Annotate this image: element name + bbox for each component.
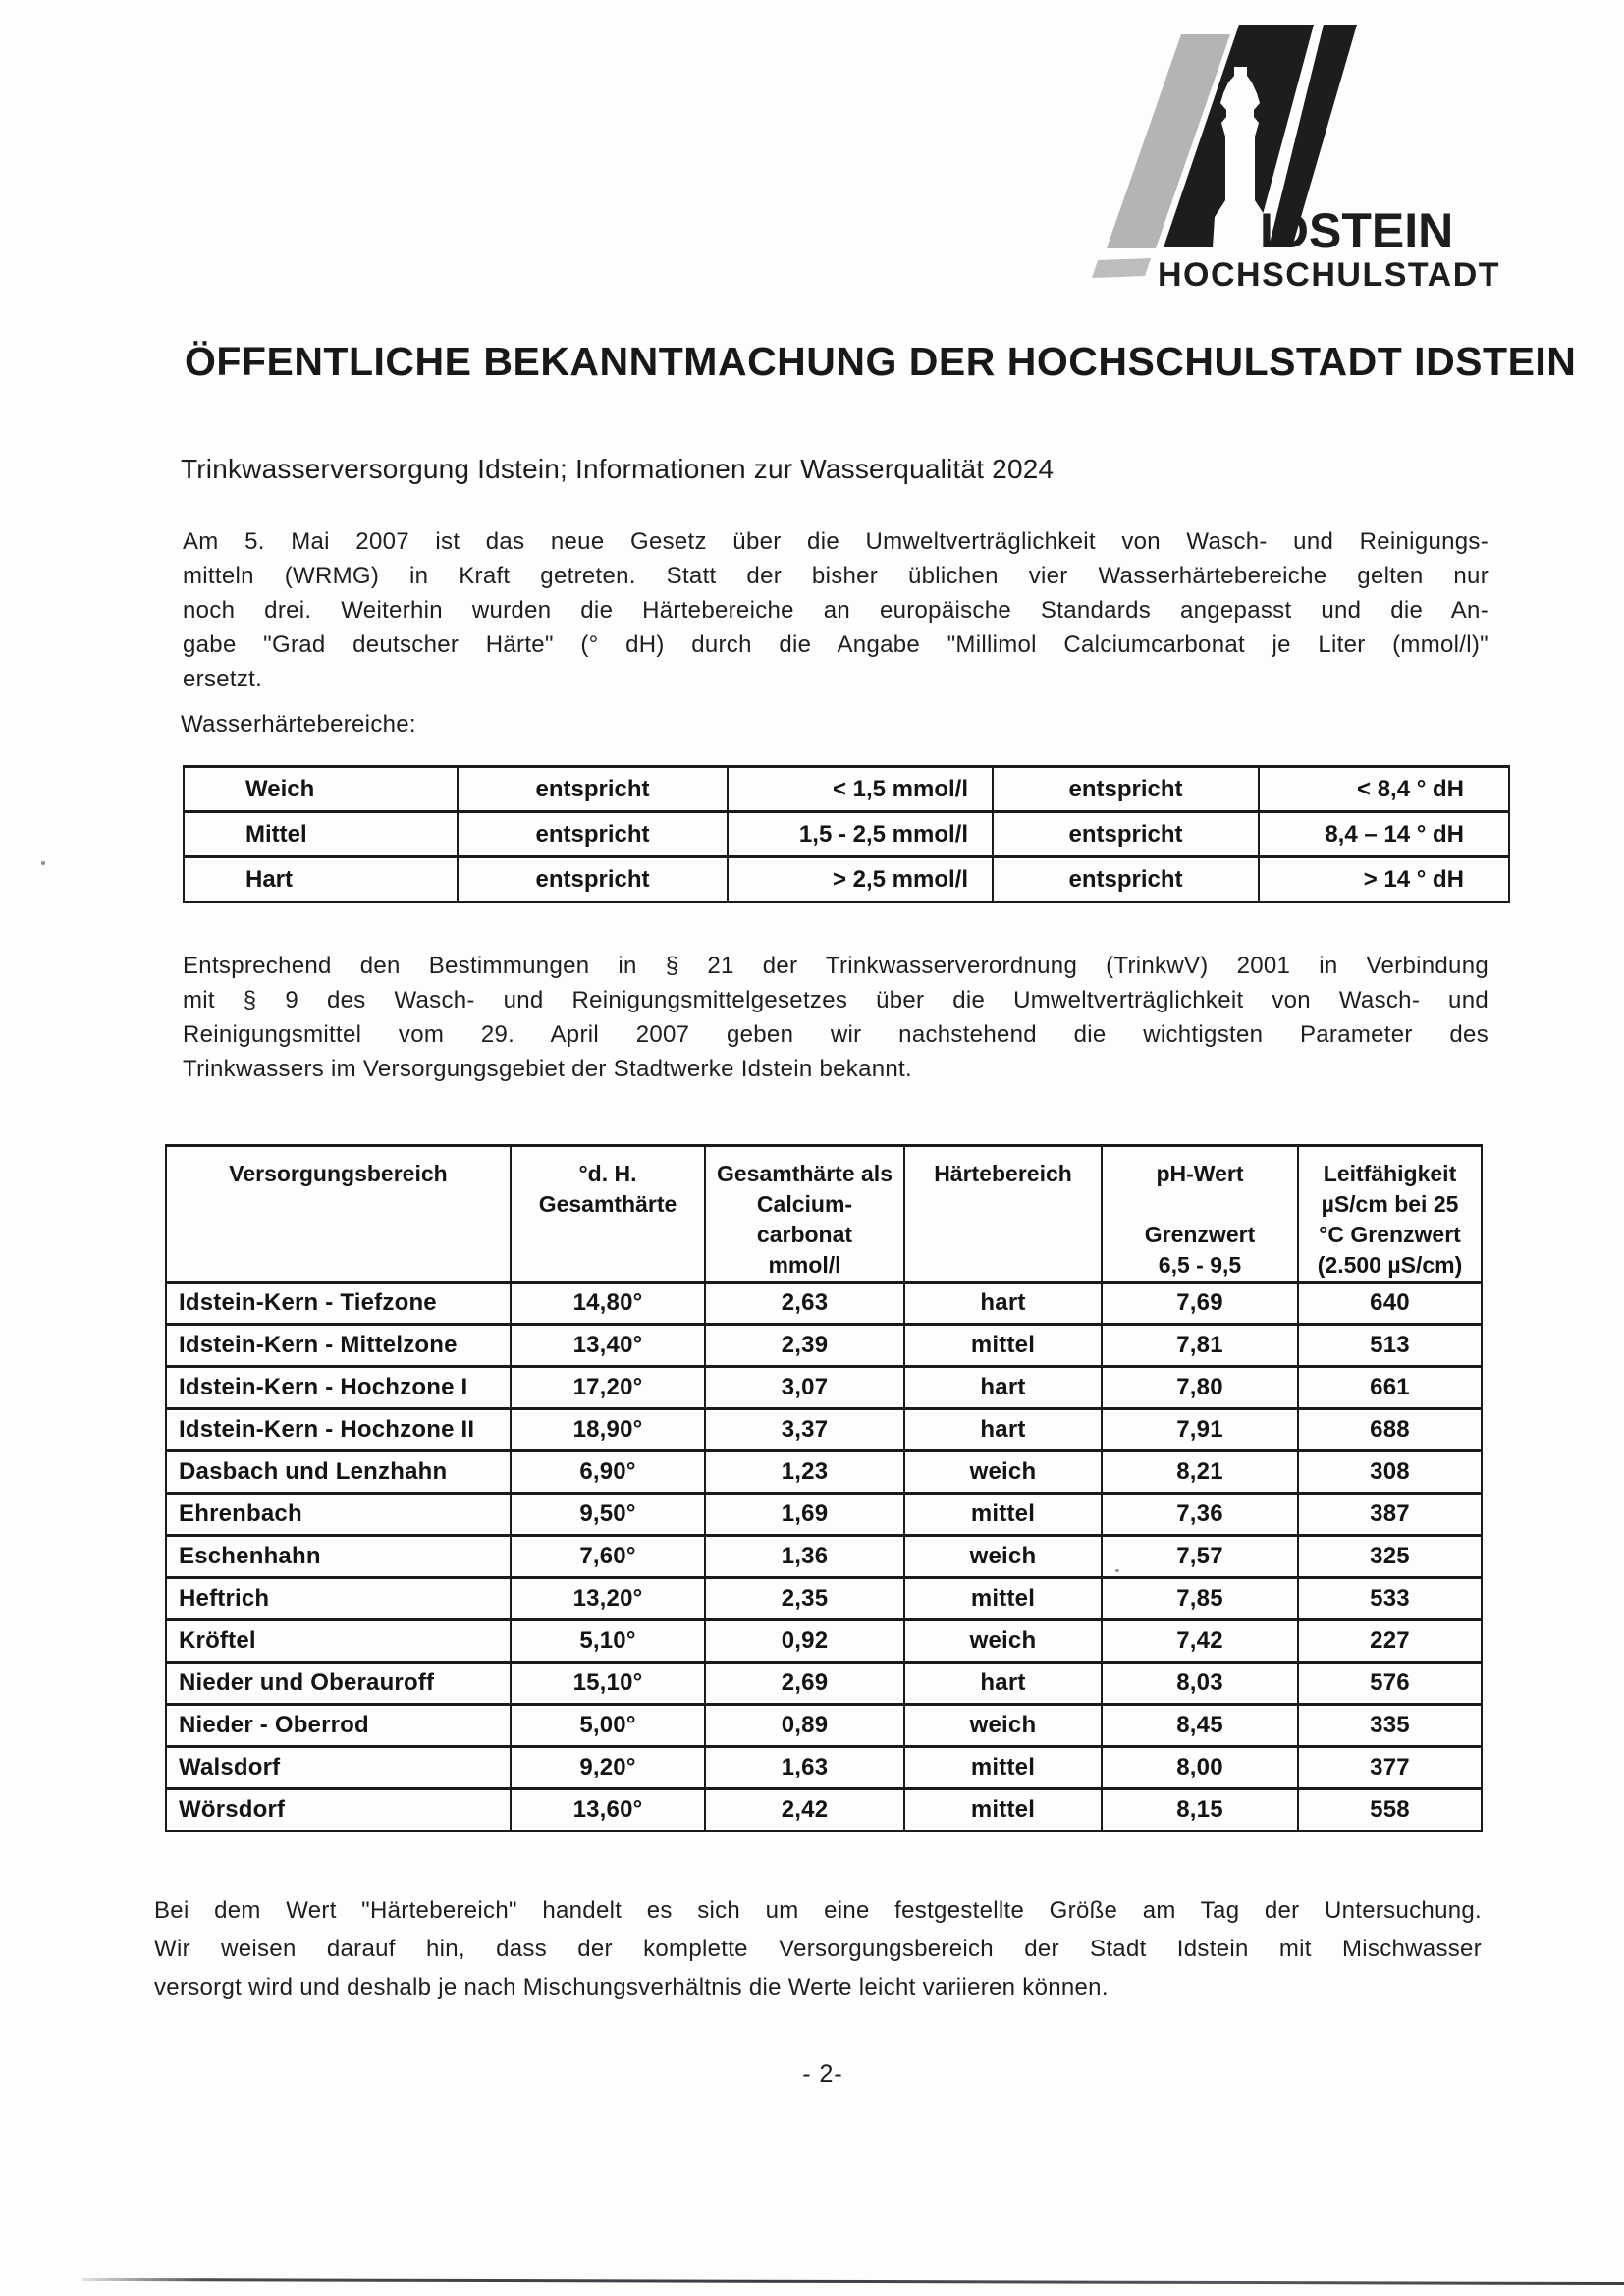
mmol-value-cell: 1,5 - 2,5 mmol/l (728, 812, 993, 857)
hardness-cell: 9,20° (511, 1747, 705, 1789)
paragraph-line: Entsprechend den Bestimmungen in § 21 der Trinkwasserverordnung (TrinkwV) 2001 in Verbindung (183, 953, 1489, 979)
header-line: 6,5 - 9,5 (1158, 1252, 1242, 1278)
water-quality-row (166, 1325, 1482, 1367)
category-cell: weich (904, 1705, 1102, 1747)
hardness-section-label: Wasserhärtebereiche: (181, 711, 416, 738)
paragraph-line: Am 5. Mai 2007 ist das neue Gesetz über die Umweltverträglichkeit von Wasch- und Reinigungs- (183, 528, 1489, 555)
category-cell: weich (904, 1451, 1102, 1494)
logo-city-name: IDSTEIN (1260, 203, 1454, 258)
mmol-cell: 0,89 (705, 1705, 904, 1747)
ph-cell: 8,15 (1102, 1789, 1298, 1831)
header-line (1103, 1189, 1297, 1220)
col-header-area: Versorgungsbereich (166, 1146, 511, 1283)
paragraph-line: versorgt wird und deshalb je nach Mischungsverhältnis die Werte leicht variieren können. (154, 1974, 1109, 2000)
ph-cell: 7,81 (1102, 1325, 1298, 1367)
mmol-cell: 1,69 (705, 1494, 904, 1536)
water-quality-row (166, 1536, 1482, 1578)
mmol-cell: 0,92 (705, 1620, 904, 1663)
header-line: mmol/l (768, 1252, 841, 1278)
intro-paragraph (183, 524, 1489, 696)
paragraph-line: mit § 9 des Wasch- und Reinigungsmittelgesetzes über die Umweltverträglichkeit von Wasch- und (183, 987, 1489, 1013)
hardness-cell: 5,00° (511, 1705, 705, 1747)
hardness-grade-cell: Hart (184, 857, 458, 902)
ph-cell: 7,57 (1102, 1536, 1298, 1578)
area-cell: Heftrich (166, 1578, 511, 1620)
category-cell: mittel (904, 1578, 1102, 1620)
equals-cell: entspricht (993, 767, 1259, 812)
scan-speck (1115, 1569, 1119, 1572)
paragraph-line: Trinkwassers im Versorgungsgebiet der Stadtwerke Idstein bekannt. (183, 1056, 912, 1082)
paragraph-line: gabe "Grad deutscher Härte" (° dH) durch die Angabe "Millimol Calciumcarbonat je Liter (mmol/l)" (183, 631, 1489, 658)
category-cell: weich (904, 1536, 1102, 1578)
category-cell: mittel (904, 1747, 1102, 1789)
col-header-carbonate (705, 1146, 904, 1283)
equals-cell: entspricht (458, 767, 728, 812)
dh-value-cell: 8,4 – 14 ° dH (1259, 812, 1509, 857)
category-cell: hart (904, 1283, 1102, 1325)
water-quality-header-row (166, 1146, 1482, 1283)
col-header-category: Härtebereich (904, 1146, 1102, 1283)
hardness-cell: 13,40° (511, 1325, 705, 1367)
ph-cell: 8,21 (1102, 1451, 1298, 1494)
category-cell: hart (904, 1663, 1102, 1705)
paragraph-line: Wir weisen darauf hin, dass der komplette Versorgungsbereich der Stadt Idstein mit Mischwasser (154, 1936, 1482, 1962)
scan-artifact-line (82, 2278, 1624, 2285)
water-quality-row (166, 1283, 1482, 1325)
col-header-total-hardness (511, 1146, 705, 1283)
water-quality-row (166, 1367, 1482, 1409)
category-cell: weich (904, 1620, 1102, 1663)
hardness-cell: 9,50° (511, 1494, 705, 1536)
conductivity-cell: 387 (1298, 1494, 1482, 1536)
area-cell: Dasbach und Lenzhahn (166, 1451, 511, 1494)
mmol-cell: 2,69 (705, 1663, 904, 1705)
hardness-grade-cell: Mittel (184, 812, 458, 857)
water-quality-row (166, 1620, 1482, 1663)
paragraph-line: ersetzt. (183, 666, 263, 692)
hardness-cell: 15,10° (511, 1663, 705, 1705)
equals-cell: entspricht (458, 857, 728, 902)
logo-gray-dash (1092, 258, 1151, 278)
hardness-cell: 13,60° (511, 1789, 705, 1831)
header-line: µS/cm bei 25 (1321, 1191, 1459, 1217)
mmol-value-cell: < 1,5 mmol/l (728, 767, 993, 812)
mmol-cell: 2,35 (705, 1578, 904, 1620)
conductivity-cell: 227 (1298, 1620, 1482, 1663)
area-cell: Nieder und Oberauroff (166, 1663, 511, 1705)
col-header-conductivity (1298, 1146, 1482, 1283)
idstein-city-logo (1060, 18, 1532, 302)
mmol-cell: 1,36 (705, 1536, 904, 1578)
mmol-cell: 2,42 (705, 1789, 904, 1831)
hardness-cell: 18,90° (511, 1409, 705, 1451)
category-cell: hart (904, 1409, 1102, 1451)
water-quality-table (165, 1144, 1483, 1832)
mmol-cell: 2,63 (705, 1283, 904, 1325)
ph-cell: 8,03 (1102, 1663, 1298, 1705)
conductivity-cell: 308 (1298, 1451, 1482, 1494)
paragraph-line: Bei dem Wert "Härtebereich" handelt es sich um eine festgestellte Größe am Tag der Untersuchung. (154, 1897, 1482, 1924)
hardness-cell: 5,10° (511, 1620, 705, 1663)
water-quality-row (166, 1409, 1482, 1451)
conductivity-cell: 688 (1298, 1409, 1482, 1451)
dh-value-cell: < 8,4 ° dH (1259, 767, 1509, 812)
water-quality-row (166, 1705, 1482, 1747)
equals-cell: entspricht (993, 812, 1259, 857)
water-quality-row (166, 1578, 1482, 1620)
hardness-table-row (184, 857, 1509, 902)
conductivity-cell: 558 (1298, 1789, 1482, 1831)
water-quality-row (166, 1451, 1482, 1494)
ph-cell: 7,36 (1102, 1494, 1298, 1536)
area-cell: Idstein-Kern - Tiefzone (166, 1283, 511, 1325)
header-line: Gesamthärte (538, 1191, 677, 1217)
conductivity-cell: 513 (1298, 1325, 1482, 1367)
ph-cell: 7,80 (1102, 1367, 1298, 1409)
header-line: Gesamthärte als (717, 1161, 893, 1186)
paragraph-line: noch drei. Weiterhin wurden die Härtebereiche an europäische Standards angepasst und die An- (183, 597, 1489, 624)
area-cell: Nieder - Oberrod (166, 1705, 511, 1747)
mmol-value-cell: > 2,5 mmol/l (728, 857, 993, 902)
ph-cell: 8,00 (1102, 1747, 1298, 1789)
header-line: °C Grenzwert (1319, 1222, 1461, 1247)
paragraph-line: Reinigungsmittel vom 29. April 2007 geben wir nachstehend die wichtigsten Parameter des (183, 1021, 1489, 1048)
water-quality-row (166, 1747, 1482, 1789)
document-subtitle: Trinkwasserversorgung Idstein; Informationen zur Wasserqualität 2024 (181, 454, 1055, 484)
area-cell: Wörsdorf (166, 1789, 511, 1831)
category-cell: mittel (904, 1494, 1102, 1536)
mmol-cell: 3,07 (705, 1367, 904, 1409)
conductivity-cell: 661 (1298, 1367, 1482, 1409)
ph-cell: 7,85 (1102, 1578, 1298, 1620)
conductivity-cell: 377 (1298, 1747, 1482, 1789)
dh-value-cell: > 14 ° dH (1259, 857, 1509, 902)
area-cell: Idstein-Kern - Hochzone I (166, 1367, 511, 1409)
conductivity-cell: 576 (1298, 1663, 1482, 1705)
mmol-cell: 3,37 (705, 1409, 904, 1451)
conductivity-cell: 640 (1298, 1283, 1482, 1325)
hardness-cell: 6,90° (511, 1451, 705, 1494)
area-cell: Kröftel (166, 1620, 511, 1663)
category-cell: mittel (904, 1789, 1102, 1831)
equals-cell: entspricht (458, 812, 728, 857)
header-line: °d. H. (578, 1161, 637, 1186)
header-line: Leitfähigkeit (1323, 1161, 1457, 1186)
hardness-cell: 13,20° (511, 1578, 705, 1620)
header-line: Grenzwert (1144, 1222, 1256, 1247)
category-cell: mittel (904, 1325, 1102, 1367)
hardness-table-row (184, 767, 1509, 812)
conductivity-cell: 533 (1298, 1578, 1482, 1620)
water-quality-row (166, 1663, 1482, 1705)
mmol-cell: 2,39 (705, 1325, 904, 1367)
water-quality-row (166, 1789, 1482, 1831)
conductivity-cell: 325 (1298, 1536, 1482, 1578)
hardness-cell: 7,60° (511, 1536, 705, 1578)
mmol-cell: 1,63 (705, 1747, 904, 1789)
logo-tagline: HOCHSCHULSTADT (1158, 256, 1501, 294)
scan-speck (41, 861, 45, 865)
area-cell: Idstein-Kern - Hochzone II (166, 1409, 511, 1451)
area-cell: Idstein-Kern - Mittelzone (166, 1325, 511, 1367)
header-line: (2.500 µS/cm) (1317, 1252, 1463, 1278)
equals-cell: entspricht (993, 857, 1259, 902)
ph-cell: 8,45 (1102, 1705, 1298, 1747)
note-paragraph (154, 1891, 1482, 2006)
hardness-cell: 14,80° (511, 1283, 705, 1325)
header-line: carbonat (756, 1222, 853, 1247)
paragraph-line: mitteln (WRMG) in Kraft getreten. Statt der bisher üblichen vier Wasserhärtebereiche gelten nur (183, 563, 1489, 589)
conductivity-cell: 335 (1298, 1705, 1482, 1747)
hardness-grade-cell: Weich (184, 767, 458, 812)
area-cell: Ehrenbach (166, 1494, 511, 1536)
ph-cell: 7,91 (1102, 1409, 1298, 1451)
header-line: pH-Wert (1156, 1161, 1244, 1186)
hardness-cell: 17,20° (511, 1367, 705, 1409)
area-cell: Eschenhahn (166, 1536, 511, 1578)
water-quality-row (166, 1494, 1482, 1536)
col-header-ph (1102, 1146, 1298, 1283)
hardness-table-row (184, 812, 1509, 857)
regulation-paragraph (183, 949, 1489, 1086)
page-number: - 2- (802, 2060, 843, 2088)
area-cell: Walsdorf (166, 1747, 511, 1789)
mmol-cell: 1,23 (705, 1451, 904, 1494)
page-title: ÖFFENTLICHE BEKANNTMACHUNG DER HOCHSCHULSTADT IDSTEIN (185, 339, 1577, 384)
category-cell: hart (904, 1367, 1102, 1409)
hardness-conversion-table (183, 765, 1510, 903)
header-line: Calcium- (756, 1191, 853, 1217)
ph-cell: 7,42 (1102, 1620, 1298, 1663)
ph-cell: 7,69 (1102, 1283, 1298, 1325)
